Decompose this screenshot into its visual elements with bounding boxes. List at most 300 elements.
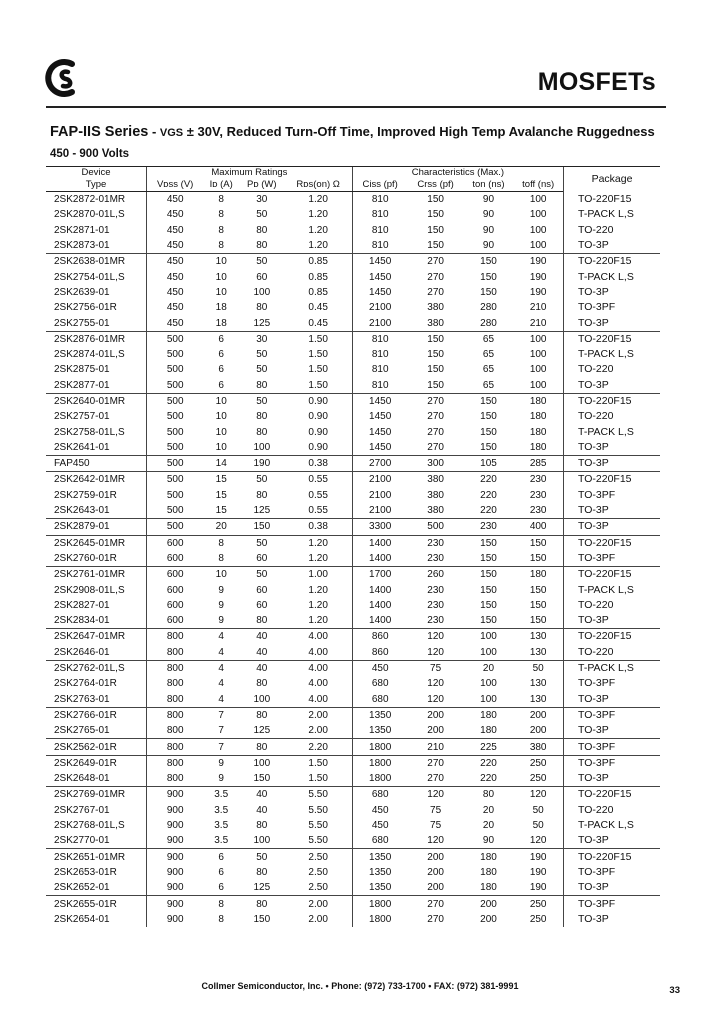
cell-toff: 190 (529, 271, 547, 283)
cell-pd: 100 (253, 441, 271, 453)
cell-rds-on: 0.38 (285, 519, 353, 535)
cell-crss: 120 (427, 678, 444, 690)
cell-ton: 230 (464, 519, 514, 535)
cell-pd: 40 (256, 804, 268, 816)
cell-ton: 150 (480, 615, 497, 627)
cell-crss: 380 (408, 472, 464, 488)
cell-ciss: 1400 (352, 613, 407, 629)
cell-rds-on: 5.50 (308, 835, 328, 847)
cell-ton: 150 (464, 535, 514, 551)
col-type: Type (46, 179, 147, 192)
cell-type: 2SK2871-01 (54, 224, 110, 236)
cell-vdss: 500 (147, 488, 204, 503)
cell-type: 2SK2754-01L,S (54, 271, 125, 283)
cell-pd: 80 (256, 866, 268, 878)
cell-ciss: 1800 (352, 912, 407, 927)
cell-pd: 50 (239, 254, 284, 270)
cell-ciss: 1400 (352, 582, 407, 597)
cell-id: 14 (203, 456, 239, 472)
cell-crss: 150 (427, 240, 444, 252)
cell-rds-on: 1.50 (308, 349, 328, 361)
cell-package: TO-220F15 (564, 393, 661, 409)
cell-id: 8 (218, 194, 224, 206)
cell-ton: 180 (480, 866, 497, 878)
cell-package: T-PACK L,S (564, 582, 661, 597)
cell-vdss: 900 (147, 865, 204, 880)
cell-package: TO-220F15 (564, 472, 661, 488)
cell-type: 2SK2767-01 (54, 804, 110, 816)
cell-vdss: 450 (147, 285, 204, 300)
cell-ciss: 450 (352, 803, 407, 818)
cell-vdss: 500 (147, 440, 204, 456)
cell-id: 20 (203, 519, 239, 535)
cell-ciss: 680 (352, 692, 407, 708)
cell-toff: 250 (513, 896, 563, 912)
cell-pd: 80 (256, 615, 268, 627)
cell-rds-on: 1.50 (308, 364, 328, 376)
cell-toff: 150 (529, 615, 547, 627)
cell-rds-on: 5.50 (308, 804, 328, 816)
cell-ciss: 810 (352, 378, 407, 394)
cell-crss: 200 (427, 866, 444, 878)
cell-ton: 80 (464, 787, 514, 803)
cell-package: TO-3P (564, 613, 661, 629)
cell-crss: 230 (427, 599, 444, 611)
cell-rds-on: 0.90 (285, 393, 353, 409)
cell-crss: 270 (427, 441, 444, 453)
cell-vdss: 800 (147, 755, 204, 771)
cell-type: 2SK2757-01 (54, 411, 110, 423)
cell-ton: 65 (482, 349, 495, 361)
table-row (46, 551, 660, 567)
cell-rds-on: 4.00 (308, 678, 328, 690)
cell-crss: 75 (408, 660, 464, 676)
cell-id: 6 (218, 349, 224, 361)
cell-crss: 380 (427, 505, 444, 517)
cell-pd: 125 (253, 505, 271, 517)
cell-toff: 50 (532, 804, 544, 816)
cell-ciss: 860 (352, 645, 407, 661)
cell-package: TO-220 (564, 803, 661, 818)
cell-ton: 180 (464, 707, 514, 723)
cell-vdss: 900 (147, 849, 204, 865)
cell-ciss: 1450 (352, 409, 407, 424)
cell-ton: 280 (480, 302, 497, 314)
cell-type: 2SK2764-01R (54, 678, 117, 690)
cell-crss: 200 (408, 849, 464, 865)
cell-ciss: 680 (352, 676, 407, 691)
cell-rds-on: 2.50 (308, 866, 328, 878)
cell-ciss: 1450 (352, 285, 407, 300)
cell-toff: 50 (532, 820, 544, 832)
cell-ciss: 810 (352, 238, 407, 254)
cell-id: 10 (215, 426, 227, 438)
cell-pd: 80 (256, 411, 268, 423)
cell-pd: 40 (239, 660, 284, 676)
table-row (46, 254, 660, 270)
cell-ton: 90 (482, 835, 495, 847)
cell-pd: 190 (239, 456, 284, 472)
cell-pd: 60 (256, 599, 268, 611)
cell-rds-on: 0.38 (285, 456, 353, 472)
cell-toff: 190 (529, 286, 547, 298)
cell-ciss: 1450 (352, 254, 407, 270)
cell-type: 2SK2647-01MR (46, 629, 147, 645)
cell-package: TO-3P (564, 315, 661, 331)
cell-pd: 150 (239, 519, 284, 535)
cell-ciss: 1400 (352, 598, 407, 613)
cell-id: 3.5 (214, 804, 229, 816)
cell-ton: 180 (480, 725, 497, 737)
cell-crss: 270 (408, 755, 464, 771)
cell-crss: 380 (427, 489, 444, 501)
cell-ton: 200 (480, 913, 497, 925)
table-row (46, 503, 660, 519)
cell-package: TO-3P (564, 912, 661, 927)
cell-rds-on: 4.00 (308, 646, 328, 658)
cell-pd: 150 (253, 773, 271, 785)
cell-id: 15 (215, 489, 227, 501)
cell-rds-on: 4.00 (285, 629, 353, 645)
cell-type: 2SK2654-01 (54, 913, 110, 925)
cell-rds-on: 0.55 (285, 472, 353, 488)
cell-toff: 210 (529, 317, 547, 329)
cell-ton: 100 (464, 629, 514, 645)
cell-pd: 125 (253, 317, 271, 329)
cell-ton: 220 (480, 489, 497, 501)
cell-package: T-PACK L,S (564, 347, 661, 362)
cell-ciss: 2700 (352, 456, 407, 472)
cell-ton: 220 (464, 755, 514, 771)
cell-pd: 40 (256, 646, 268, 658)
cell-id: 6 (203, 331, 239, 347)
cell-toff: 190 (513, 254, 563, 270)
cell-crss: 230 (408, 535, 464, 551)
cell-vdss: 500 (147, 393, 204, 409)
cell-type: 2SK2758-01L,S (54, 426, 125, 438)
cell-type: 2SK2638-01MR (46, 254, 147, 270)
cell-ciss: 1350 (352, 849, 407, 865)
cell-type: 2SK2756-01R (54, 302, 117, 314)
cell-pd: 30 (256, 194, 268, 206)
cell-pd: 100 (253, 693, 271, 705)
cell-rds-on: 1.50 (285, 331, 353, 347)
cell-vdss: 900 (147, 803, 204, 818)
col-package: Package (564, 167, 661, 192)
cell-ciss: 450 (352, 660, 407, 676)
cell-pd: 60 (256, 552, 268, 564)
table-row (46, 378, 660, 394)
cell-crss: 200 (408, 707, 464, 723)
cell-vdss: 500 (147, 347, 204, 362)
table-row (46, 723, 660, 739)
cell-crss: 270 (427, 426, 444, 438)
table-row (46, 629, 660, 645)
table-row (46, 880, 660, 896)
table-row (46, 456, 660, 472)
cell-toff: 130 (513, 629, 563, 645)
cell-package: TO-3P (564, 285, 661, 300)
cell-ton: 90 (482, 209, 495, 221)
cell-ton: 100 (480, 693, 497, 705)
cell-toff: 250 (513, 755, 563, 771)
cell-id: 4 (218, 678, 224, 690)
cell-toff: 180 (529, 441, 547, 453)
cell-ton: 90 (482, 194, 495, 206)
table-row (46, 912, 660, 927)
cell-id: 6 (218, 364, 224, 376)
cell-type: 2SK2642-01MR (46, 472, 147, 488)
cell-id: 9 (203, 755, 239, 771)
cell-rds-on: 1.20 (308, 209, 328, 221)
cell-pd: 100 (253, 835, 271, 847)
cell-toff: 230 (529, 505, 547, 517)
cell-ciss: 450 (352, 818, 407, 833)
table-row (46, 424, 660, 439)
table-row (46, 692, 660, 708)
cell-type: 2SK2875-01 (54, 364, 110, 376)
cell-ton: 150 (480, 552, 497, 564)
cell-ciss: 1400 (352, 535, 407, 551)
cell-type: 2SK2908-01L,S (54, 584, 125, 596)
cell-type: 2SK2755-01 (54, 317, 110, 329)
col-vdss: Vᴅss (V) (147, 179, 204, 192)
cell-vdss: 900 (147, 833, 204, 849)
cell-rds-on: 5.50 (285, 787, 353, 803)
cell-ton: 150 (480, 271, 497, 283)
table-row (46, 849, 660, 865)
cell-crss: 270 (408, 896, 464, 912)
table-row (46, 269, 660, 284)
cell-rds-on: 0.45 (308, 302, 328, 314)
cell-ton: 65 (482, 379, 495, 391)
table-row (46, 472, 660, 488)
cell-pd: 50 (239, 849, 284, 865)
cell-type: 2SK2651-01MR (46, 849, 147, 865)
cell-type: 2SK2879-01 (46, 519, 147, 535)
cell-type: 2SK2770-01 (54, 835, 110, 847)
cell-crss: 150 (427, 364, 444, 376)
cell-crss: 270 (427, 271, 444, 283)
cell-crss: 120 (408, 629, 464, 645)
cell-package: TO-220F15 (564, 535, 661, 551)
cell-ton: 200 (464, 896, 514, 912)
cell-type: 2SK2648-01 (54, 773, 110, 785)
cell-id: 8 (218, 209, 224, 221)
table-row (46, 535, 660, 551)
cell-ton: 150 (480, 426, 497, 438)
cell-vdss: 600 (147, 567, 204, 583)
cell-ton: 180 (464, 849, 514, 865)
cell-rds-on: 2.00 (308, 725, 328, 737)
cell-rds-on: 2.00 (308, 913, 328, 925)
cell-id: 15 (203, 472, 239, 488)
header-rule (46, 106, 666, 108)
cell-ciss: 810 (352, 347, 407, 362)
cell-pd: 40 (239, 629, 284, 645)
series-description: ± 30V, Reduced Turn-Off Time, Improved High Temp Avalanche Ruggedness (183, 124, 655, 139)
cell-pd: 100 (253, 286, 271, 298)
cell-toff: 100 (529, 364, 547, 376)
cell-crss: 200 (427, 882, 444, 894)
cell-crss: 150 (427, 379, 444, 391)
cell-ton: 100 (480, 646, 497, 658)
cell-vdss: 600 (147, 551, 204, 567)
table-row (46, 285, 660, 300)
cell-id: 4 (203, 629, 239, 645)
cell-package: TO-220F15 (564, 331, 661, 347)
cell-id: 15 (215, 505, 227, 517)
cell-ciss: 1450 (352, 393, 407, 409)
cell-ciss: 810 (352, 207, 407, 222)
cell-rds-on: 1.20 (308, 599, 328, 611)
cell-pd: 50 (239, 472, 284, 488)
col-pd: Pᴅ (W) (239, 179, 284, 192)
cell-ton: 150 (464, 254, 514, 270)
cell-package: TO-3P (564, 723, 661, 739)
cell-crss: 75 (430, 804, 442, 816)
cell-toff: 210 (529, 302, 547, 314)
cell-pd: 80 (239, 707, 284, 723)
col-ton: ton (ns) (464, 179, 514, 192)
cell-toff: 230 (513, 472, 563, 488)
cell-id: 8 (218, 913, 224, 925)
cell-rds-on: 2.20 (285, 739, 353, 755)
cell-pd: 80 (256, 426, 268, 438)
cell-ciss: 2100 (352, 488, 407, 503)
cell-type: 2SK2645-01MR (46, 535, 147, 551)
cell-package: TO-3PF (564, 300, 661, 315)
cell-ton: 150 (480, 411, 497, 423)
cell-toff: 250 (529, 913, 547, 925)
cell-ciss: 2100 (352, 472, 407, 488)
cell-toff: 180 (529, 411, 547, 423)
cell-ciss: 810 (352, 223, 407, 238)
cell-vdss: 450 (147, 315, 204, 331)
cell-rds-on: 0.85 (285, 254, 353, 270)
cell-rds-on: 0.55 (308, 489, 328, 501)
cell-package: TO-3P (564, 692, 661, 708)
table-row (46, 707, 660, 723)
cell-vdss: 450 (147, 207, 204, 222)
cell-package: TO-3PF (564, 865, 661, 880)
cell-rds-on: 1.20 (308, 224, 328, 236)
cell-crss: 150 (427, 349, 444, 361)
cell-rds-on: 2.00 (285, 896, 353, 912)
cell-rds-on: 1.20 (308, 615, 328, 627)
cell-type: 2SK2653-01R (54, 866, 117, 878)
cell-package: TO-3PF (564, 755, 661, 771)
cell-pd: 80 (239, 739, 284, 755)
cell-package: TO-3P (564, 238, 661, 254)
cell-pd: 80 (256, 240, 268, 252)
page-number: 33 (669, 985, 680, 996)
cell-ciss: 1450 (352, 269, 407, 284)
table-row (46, 739, 660, 755)
cell-pd: 50 (256, 209, 268, 221)
cell-id: 10 (215, 441, 227, 453)
cell-type: 2SK2870-01L,S (54, 209, 125, 221)
cell-package: TO-220F15 (564, 629, 661, 645)
cell-package: TO-220F15 (564, 787, 661, 803)
cell-ton: 65 (464, 331, 514, 347)
cell-crss: 120 (427, 835, 444, 847)
cell-toff: 250 (529, 773, 547, 785)
cell-package: TO-3P (564, 440, 661, 456)
cell-id: 8 (203, 535, 239, 551)
cell-ciss: 1350 (352, 707, 407, 723)
cell-rds-on: 4.00 (285, 660, 353, 676)
cell-crss: 270 (408, 254, 464, 270)
cell-package: TO-3P (564, 456, 661, 472)
col-group-characteristics: Characteristics (Max.) (352, 167, 563, 180)
cell-toff: 120 (529, 835, 547, 847)
cell-toff: 190 (513, 849, 563, 865)
cell-id: 8 (203, 896, 239, 912)
cell-ciss: 860 (352, 629, 407, 645)
cell-ton: 220 (464, 472, 514, 488)
cell-vdss: 800 (147, 629, 204, 645)
cell-toff: 100 (529, 379, 547, 391)
cell-type: 2SK2873-01 (54, 240, 110, 252)
table-row (46, 771, 660, 787)
table-row (46, 755, 660, 771)
cell-toff: 380 (513, 739, 563, 755)
cell-toff: 130 (529, 646, 547, 658)
cell-id: 3.5 (203, 787, 239, 803)
cell-package: TO-3PF (564, 488, 661, 503)
cell-crss: 300 (408, 456, 464, 472)
cell-package: TO-3P (564, 519, 661, 535)
cell-type: 2SK2562-01R (46, 739, 147, 755)
cell-crss: 270 (408, 393, 464, 409)
cell-crss: 270 (427, 913, 444, 925)
cell-id: 6 (218, 882, 224, 894)
cell-ciss: 2100 (352, 300, 407, 315)
cell-crss: 75 (430, 820, 442, 832)
cell-rds-on: 2.50 (308, 882, 328, 894)
cell-id: 10 (203, 393, 239, 409)
cell-vdss: 900 (147, 896, 204, 912)
cell-pd: 100 (239, 755, 284, 771)
cell-package: T-PACK L,S (564, 269, 661, 284)
cell-vdss: 500 (147, 378, 204, 394)
cell-toff: 230 (529, 489, 547, 501)
cell-rds-on: 5.50 (308, 820, 328, 832)
cell-vdss: 500 (147, 503, 204, 519)
cell-type: 2SK2640-01MR (46, 393, 147, 409)
cell-crss: 270 (427, 411, 444, 423)
cell-crss: 380 (427, 302, 444, 314)
cell-crss: 200 (427, 725, 444, 737)
cell-ciss: 1350 (352, 865, 407, 880)
cell-vdss: 500 (147, 456, 204, 472)
mosfet-spec-table (46, 166, 660, 927)
cell-rds-on: 0.90 (308, 441, 328, 453)
cell-package: TO-220 (564, 645, 661, 661)
cell-id: 6 (203, 849, 239, 865)
cell-package: TO-3PF (564, 896, 661, 912)
table-row (46, 331, 660, 347)
table-group-header-row (46, 167, 660, 180)
cell-vdss: 600 (147, 598, 204, 613)
cell-rds-on: 0.85 (308, 286, 328, 298)
cell-ton: 105 (464, 456, 514, 472)
cell-pd: 40 (239, 787, 284, 803)
cell-id: 9 (218, 599, 224, 611)
cell-crss: 120 (427, 693, 444, 705)
cell-pd: 80 (256, 302, 268, 314)
